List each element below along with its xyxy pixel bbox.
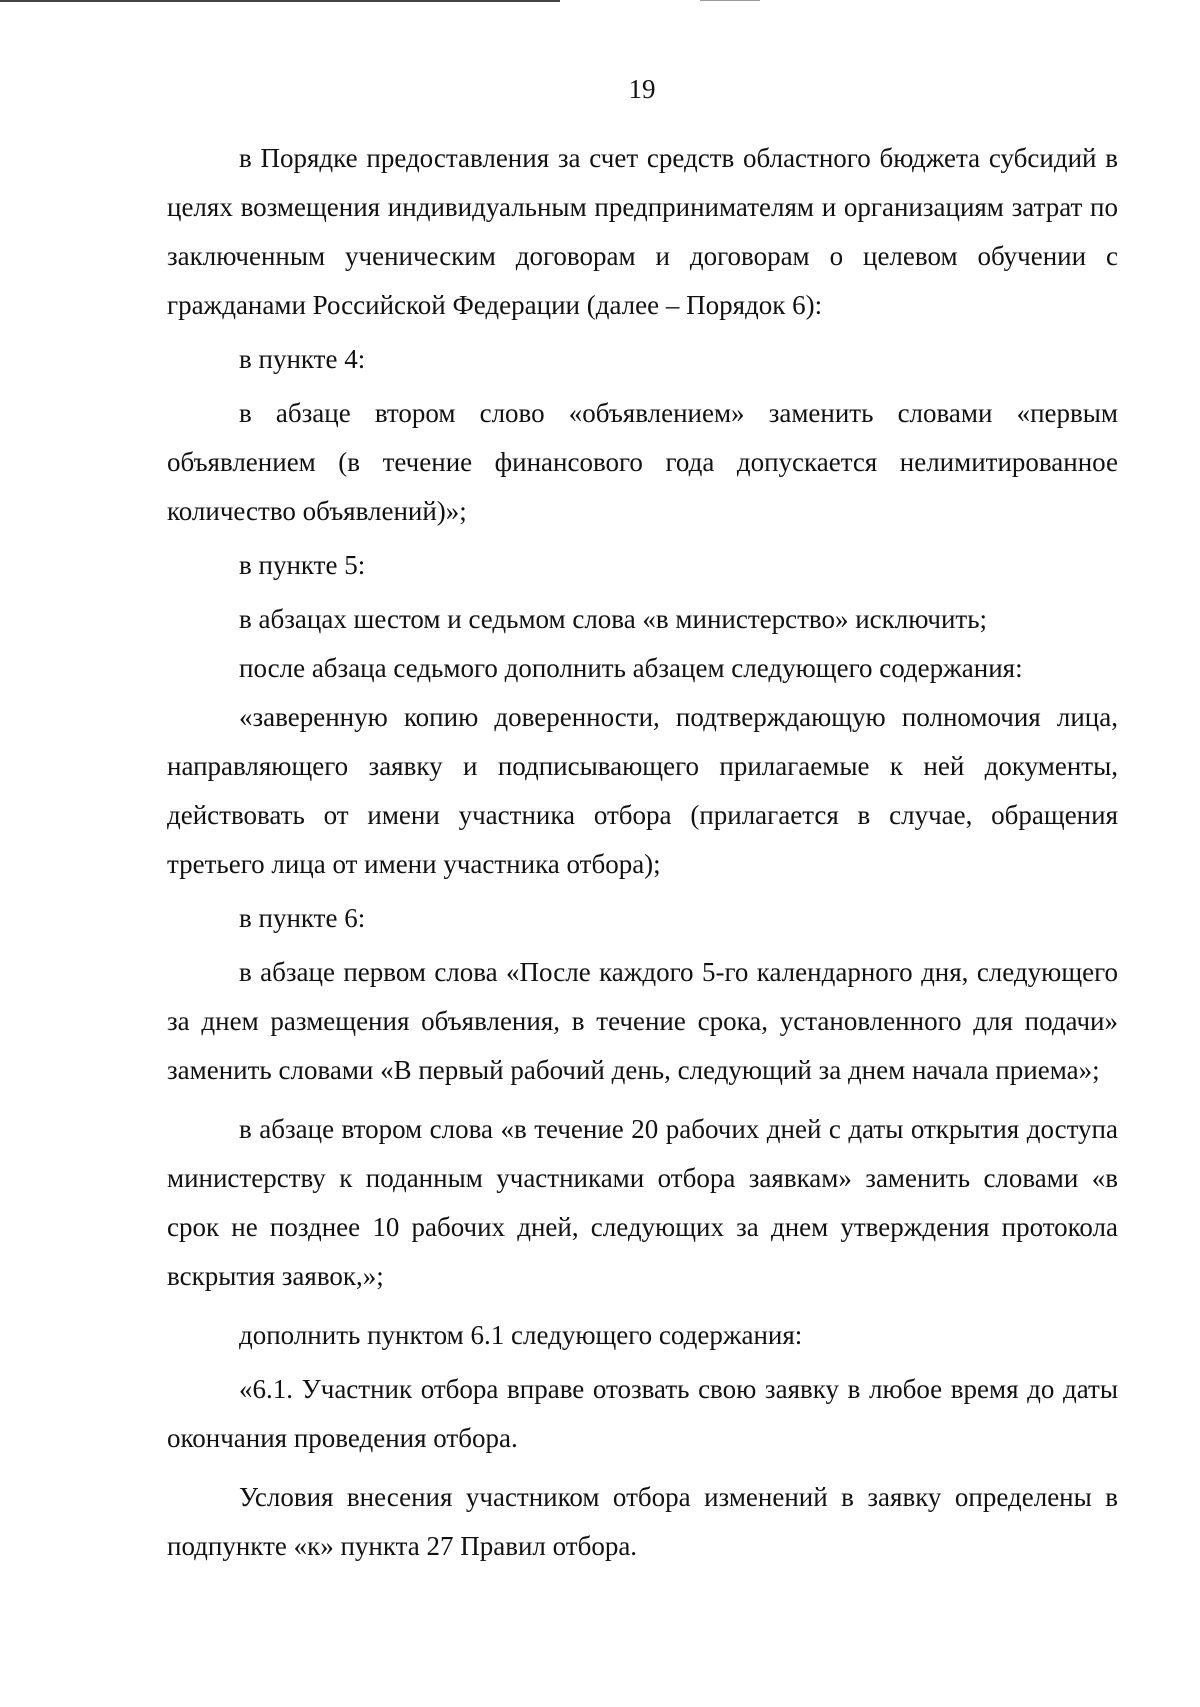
- paragraph: «6.1. Участник отбора вправе отозвать свою заявку в любое время до даты окончания проведения отбора.: [167, 1374, 1118, 1453]
- paragraph: в Порядке предоставления за счет средств областного бюджета субсидий в целях возмещения индивидуальным предпринимателям и организациям затрат по заключенным ученическим договорам и договорам о целевом обучении с гражданами Российской Федерации (далее – Порядок 6):: [167, 143, 1118, 320]
- paragraph: в абзаце втором слово «объявлением» заменить словами «первым объявлением (в течение финансового года допускается нелимитированное количество объявлений)»;: [167, 398, 1118, 526]
- paragraph: в пункте 6:: [239, 903, 366, 933]
- page-number: 19: [628, 74, 656, 104]
- paragraph: в абзаце первом слова «После каждого 5-го календарного дня, следующего за днем размещения объявления, в течение срока, установленного для подачи» заменить словами «В первый рабочий день, следующий за днем начала приема»;: [167, 957, 1118, 1085]
- page-edge-line: [700, 0, 760, 1]
- paragraph: в абзаце втором слова «в течение 20 рабочих дней с даты открытия доступа министерству к поданным участниками отбора заявкам» заменить словами «в срок не позднее 10 рабочих дней, следующих за днем утверждения протокола вскрытия заявок,»;: [167, 1114, 1118, 1291]
- page-edge-line: [0, 0, 560, 2]
- paragraph: после абзаца седьмого дополнить абзацем следующего содержания:: [239, 653, 1023, 683]
- paragraph: Условия внесения участником отбора изменений в заявку определены в подпункте «к» пункта 27 Правил отбора.: [167, 1482, 1118, 1561]
- paragraph: в пункте 4:: [239, 344, 366, 374]
- paragraph: «заверенную копию доверенности, подтверждающую полномочия лица, направляющего заявку и подписывающего прилагаемые к ней документы, действовать от имени участника отбора (прилагается в случае, обращения третьего лица от имени участника отбора);: [167, 702, 1118, 879]
- document-body: [167, 134, 1118, 1571]
- paragraph: в абзацах шестом и седьмом слова «в министерство» исключить;: [239, 604, 988, 634]
- paragraph: в пункте 5:: [239, 550, 366, 580]
- paragraph: дополнить пунктом 6.1 следующего содержания:: [239, 1320, 803, 1350]
